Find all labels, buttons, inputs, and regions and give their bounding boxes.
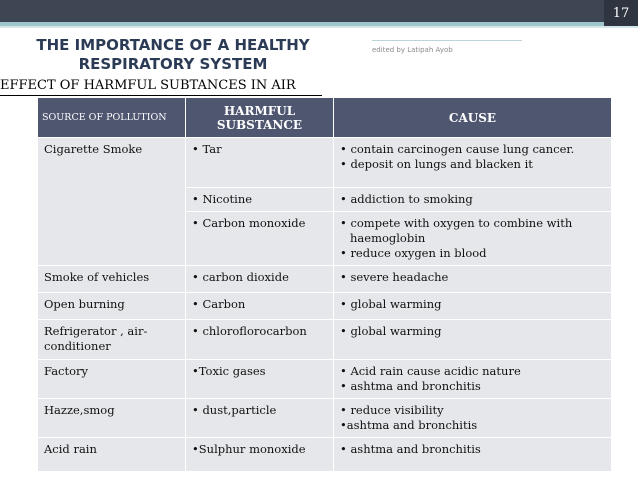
cause-line: • severe headache <box>340 270 449 284</box>
substance-cell: • carbon dioxide <box>186 266 334 293</box>
pollution-table <box>37 97 612 472</box>
substance-cell: • Carbon monoxide <box>186 212 334 266</box>
header-substance: HARMFUL SUBSTANCE <box>186 98 334 138</box>
credit-rule <box>372 40 522 41</box>
cause-line: • global warming <box>340 297 442 311</box>
cause-cell <box>334 293 612 320</box>
cause-line: • Acid rain cause acidic nature <box>340 364 521 378</box>
cause-line: • reduce visibility <box>340 403 444 417</box>
substance-cell: • dust,particle <box>186 399 334 438</box>
cause-line: • ashtma and bronchitis <box>340 442 481 456</box>
credit-text: edited by Latipah Ayob <box>372 46 453 54</box>
source-cell: Hazze,smog <box>38 399 186 438</box>
substance-cell: •Sulphur monoxide <box>186 438 334 472</box>
slide-title: THE IMPORTANCE OF A HEALTHY RESPIRATORY SYSTEM <box>36 36 310 73</box>
substance-cell: • Tar <box>186 138 334 188</box>
cause-line: •ashtma and bronchitis <box>340 418 478 432</box>
page-number: 17 <box>604 0 638 26</box>
substance-cell: • Nicotine <box>186 188 334 212</box>
cause-line: • global warming <box>340 324 442 338</box>
heading-underline <box>0 95 322 96</box>
cause-cell <box>334 360 612 399</box>
source-cell: Refrigerator , air-conditioner <box>38 320 186 360</box>
cause-line: • reduce oxygen in blood <box>340 246 487 260</box>
top-bar <box>0 0 638 22</box>
header-cause: CAUSE <box>334 98 612 138</box>
table-header-row <box>38 98 612 138</box>
source-cell: Factory <box>38 360 186 399</box>
source-cell: Smoke of vehicles <box>38 266 186 293</box>
source-cell: Open burning <box>38 293 186 320</box>
substance-cell: •Toxic gases <box>186 360 334 399</box>
header-source: SOURCE OF POLLUTION <box>38 98 186 138</box>
cause-line: • contain carcinogen cause lung cancer. <box>340 142 575 156</box>
cause-line: • addiction to smoking <box>340 192 473 206</box>
substance-cell: • Carbon <box>186 293 334 320</box>
cause-cell <box>334 138 612 188</box>
table-row <box>38 399 612 438</box>
table-row <box>38 438 612 472</box>
source-cell: Cigarette Smoke <box>38 138 186 266</box>
cause-line: • compete with oxygen to combine with <box>340 216 573 230</box>
table-row <box>38 138 612 188</box>
cause-line: • ashtma and bronchitis <box>340 379 481 393</box>
table-row <box>38 293 612 320</box>
cause-line: haemoglobin <box>350 231 426 245</box>
source-cell: Acid rain <box>38 438 186 472</box>
cause-line: • deposit on lungs and blacken it <box>340 157 533 171</box>
cause-cell <box>334 212 612 266</box>
section-heading: EFFECT OF HARMFUL SUBTANCES IN AIR <box>0 78 296 93</box>
cause-cell <box>334 320 612 360</box>
cause-cell <box>334 438 612 472</box>
cause-cell <box>334 188 612 212</box>
cause-cell <box>334 399 612 438</box>
table-row <box>38 320 612 360</box>
cause-cell <box>334 266 612 293</box>
top-stripe-light <box>0 26 638 28</box>
table-row <box>38 360 612 399</box>
table-row <box>38 266 612 293</box>
substance-cell: • chloroflorocarbon <box>186 320 334 360</box>
